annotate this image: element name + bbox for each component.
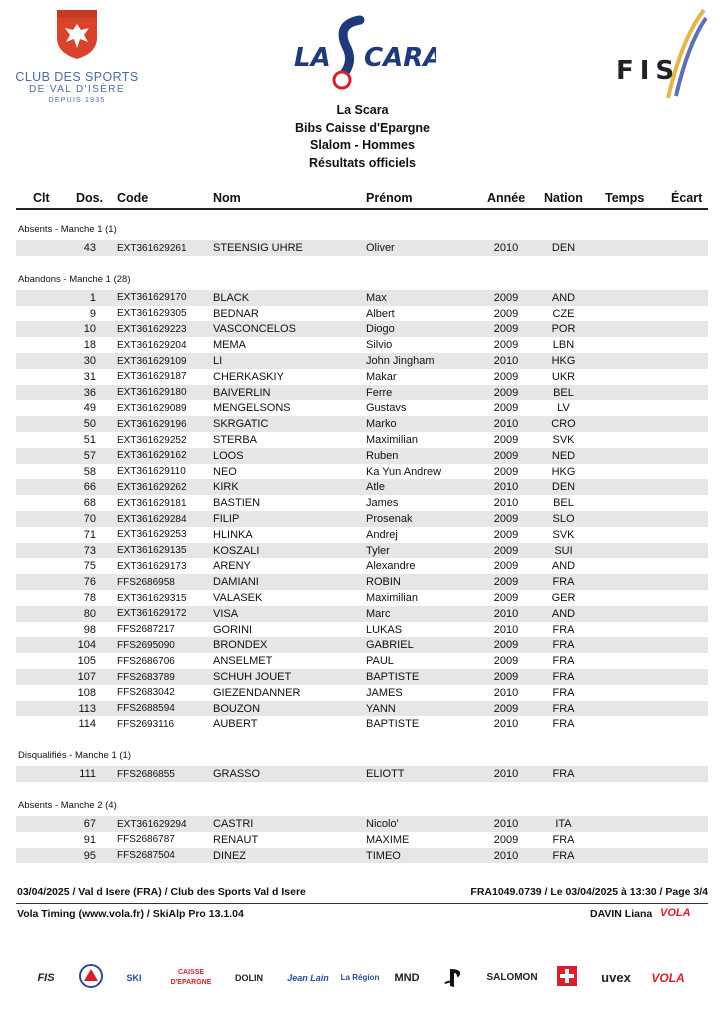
first-name: Andrej: [366, 528, 398, 541]
last-name: GORINI: [213, 623, 253, 636]
nation-code: UKR: [551, 370, 576, 383]
footer-timing: Vola Timing (www.vola.fr) / SkiAlp Pro 13.1.04: [17, 908, 244, 920]
first-name: PAUL: [366, 655, 394, 668]
nation-code: HKG: [551, 355, 576, 367]
table-row: [16, 353, 708, 369]
sponsor-mnd-logo: MND: [394, 972, 420, 984]
competitor-code: EXT361629135: [117, 545, 187, 557]
birth-year: 2009: [493, 434, 519, 446]
table-row: [16, 543, 708, 559]
birth-year: 2009: [493, 307, 519, 320]
last-name: MENGELSONS: [213, 402, 291, 415]
competitor-code: EXT361629110: [117, 466, 186, 478]
first-name: TIMEO: [366, 849, 401, 862]
table-row: [16, 701, 708, 717]
birth-year: 2009: [493, 528, 519, 541]
club-logo: [14, 6, 140, 106]
last-name: DINEZ: [213, 849, 246, 862]
col-nom: Nom: [213, 191, 241, 205]
nation-code: FRA: [552, 671, 575, 683]
club-year: DEPUIS 1935: [48, 97, 106, 104]
birth-year: 2009: [493, 655, 519, 668]
last-name: BEDNAR: [213, 307, 259, 320]
col-prenom: Prénom: [366, 191, 413, 205]
table-row: [16, 448, 708, 464]
nation-code: LBN: [552, 339, 575, 352]
birth-year: 2009: [493, 323, 519, 336]
sponsor-bar: [20, 958, 710, 998]
first-name: Gustavs: [366, 402, 407, 415]
bib-number: 98: [83, 623, 96, 636]
table-row: [16, 495, 708, 511]
first-name: James: [366, 497, 399, 510]
bib-number: 49: [83, 402, 96, 415]
playstation-icon: [441, 966, 465, 990]
bib-number: 113: [78, 702, 96, 715]
last-name: KIRK: [213, 481, 239, 494]
competitor-code: FFS2688594: [117, 703, 175, 715]
competitor-code: EXT361629262: [117, 481, 187, 493]
birth-year: 2010: [493, 768, 519, 781]
savoie-cross-icon: [556, 965, 578, 991]
bib-number: 30: [83, 355, 96, 367]
nation-code: CZE: [552, 307, 575, 320]
bib-number: 67: [83, 818, 96, 830]
competitor-code: EXT361629089: [117, 402, 187, 414]
nation-code: FRA: [552, 639, 575, 652]
last-name: SKRGATIC: [213, 418, 269, 431]
competitor-code: FFS2686855: [117, 768, 175, 780]
svg-text:LA: LA: [294, 43, 331, 73]
birth-year: 2009: [493, 449, 519, 462]
table-row: [16, 479, 708, 495]
first-name: ELIOTT: [366, 768, 405, 781]
table-row: [16, 766, 708, 782]
last-name: MEMA: [213, 339, 246, 352]
table-row: [16, 590, 708, 606]
nation-code: BEL: [553, 386, 574, 399]
fis-logo: [612, 8, 708, 100]
first-name: Albert: [366, 307, 395, 320]
competitor-code: EXT361629252: [117, 434, 187, 446]
sponsor-playstation-logo: [438, 958, 468, 998]
first-name: ROBIN: [366, 576, 401, 589]
birth-year: 2010: [493, 418, 519, 431]
last-name: KOSZALI: [213, 544, 260, 557]
table-row: [16, 290, 708, 306]
col-dos: Dos.: [76, 191, 104, 205]
table-row: [16, 622, 708, 638]
first-name: Maximilian: [366, 592, 418, 604]
competitor-code: EXT361629204: [117, 339, 187, 351]
nation-code: FRA: [552, 849, 575, 862]
last-name: STEENSIG UHRE: [213, 242, 303, 254]
fis-swoosh-icon: [612, 8, 708, 100]
bib-number: 114: [78, 718, 96, 731]
bib-number: 66: [83, 481, 96, 494]
first-name: Prosenak: [366, 513, 413, 525]
header-divider: [16, 208, 708, 210]
competitor-code: FFS2695090: [117, 639, 175, 651]
first-name: John Jingham: [366, 355, 435, 367]
competitor-code: EXT361629294: [117, 818, 187, 830]
last-name: VASCONCELOS: [213, 323, 296, 336]
nation-code: BEL: [553, 497, 574, 510]
competitor-code: EXT361629305: [117, 308, 187, 320]
birth-year: 2009: [493, 402, 519, 415]
last-name: BRONDEX: [213, 639, 268, 652]
birth-year: 2009: [493, 639, 519, 652]
nation-code: FRA: [552, 686, 575, 699]
section-label: Absents - Manche 2 (4): [18, 800, 117, 811]
nation-code: DEN: [551, 481, 576, 494]
bib-number: 58: [83, 465, 96, 478]
birth-year: 2010: [493, 818, 519, 830]
nation-code: GER: [551, 592, 576, 604]
bib-number: 9: [89, 307, 96, 320]
competitor-code: FFS2686787: [117, 834, 175, 846]
birth-year: 2009: [493, 833, 519, 846]
table-row: [16, 653, 708, 669]
competitor-code: EXT361629196: [117, 418, 187, 430]
last-name: VISA: [213, 607, 239, 620]
footer-divider: [16, 903, 708, 904]
bib-number: 78: [83, 592, 96, 604]
first-name: Marc: [366, 607, 391, 620]
competitor-code: EXT361629315: [117, 592, 187, 604]
birth-year: 2010: [493, 607, 519, 620]
title-line-3: Slalom - Hommes: [310, 138, 415, 152]
section-label: Disqualifiés - Manche 1 (1): [18, 750, 131, 762]
table-row: [16, 669, 708, 685]
la-scara-logo: [290, 8, 436, 96]
bib-number: 71: [83, 528, 96, 541]
last-name: FILIP: [213, 513, 240, 525]
last-name: ANSELMET: [213, 655, 273, 668]
table-row: [16, 385, 708, 401]
footer-operator: DAVIN Liana: [590, 908, 653, 920]
last-name: NEO: [213, 465, 237, 478]
competitor-code: FFS2686706: [117, 655, 175, 667]
nation-code: SVK: [552, 434, 575, 446]
bib-number: 91: [83, 833, 96, 846]
last-name: HLINKA: [213, 528, 253, 541]
birth-year: 2010: [493, 242, 519, 254]
first-name: Silvio: [366, 339, 393, 352]
first-name: Maximilian: [366, 434, 418, 446]
table-row: [16, 400, 708, 416]
sponsor-savoie-logo: [552, 958, 582, 998]
competitor-code: EXT361629173: [117, 560, 187, 572]
table-row: [16, 306, 708, 322]
sponsor-dolin-logo: DOLIN: [235, 973, 263, 983]
bib-number: 107: [77, 671, 96, 683]
last-name: AUBERT: [213, 718, 258, 731]
shield-icon: [54, 8, 100, 60]
bib-number: 95: [83, 849, 96, 862]
first-name: LUKAS: [366, 623, 403, 636]
table-row: [16, 511, 708, 527]
bib-number: 43: [83, 242, 96, 254]
table-row: [16, 464, 708, 480]
bib-number: 73: [83, 544, 96, 557]
table-row: [16, 637, 708, 653]
last-name: ARENY: [213, 560, 251, 573]
table-row: [16, 416, 708, 432]
nation-code: AND: [551, 560, 576, 573]
la-scara-logo-icon: [290, 8, 436, 96]
title-line-4: Résultats officiels: [309, 155, 416, 170]
first-name: Max: [366, 291, 387, 304]
table-row: [16, 606, 708, 622]
birth-year: 2009: [493, 671, 519, 683]
footer-page-info: FRA1049.0739 / Le 03/04/2025 à 13:30 / Page 3/4: [470, 886, 708, 898]
sponsor-federation-logo: [76, 958, 106, 998]
sponsor-jean-lain-logo: Jean Lain: [287, 973, 329, 983]
document-title: [0, 102, 725, 172]
col-clt: Clt: [33, 191, 50, 205]
sponsor-caisse-epargne-logo: CAISSE D'EPARGNE: [170, 969, 212, 986]
birth-year: 2009: [493, 465, 519, 478]
nation-code: SUI: [554, 544, 573, 557]
last-name: STERBA: [213, 434, 258, 446]
last-name: CHERKASKIY: [213, 370, 284, 383]
first-name: Makar: [366, 370, 397, 383]
footer-event-info: 03/04/2025 / Val d Isere (FRA) / Club des Sports Val d Isere: [17, 886, 306, 898]
bib-number: 1: [89, 291, 96, 304]
table-row: [16, 337, 708, 353]
competitor-code: EXT361629261: [117, 242, 187, 254]
competitor-code: EXT361629181: [117, 497, 187, 509]
birth-year: 2010: [493, 686, 519, 699]
table-row: [16, 558, 708, 574]
birth-year: 2009: [493, 513, 519, 525]
sponsor-vola-logo: VOLA: [651, 971, 685, 985]
first-name: Diogo: [366, 323, 395, 336]
table-row: [16, 321, 708, 337]
table-row: [16, 685, 708, 701]
birth-year: 2010: [493, 718, 519, 731]
nation-code: DEN: [551, 242, 576, 254]
nation-code: FRA: [552, 833, 575, 846]
birth-year: 2009: [493, 386, 519, 399]
sponsor-ski-logo: SKI: [126, 973, 142, 983]
svg-text:CARA: CARA: [364, 43, 436, 73]
sponsor-fis-logo: FIS: [37, 972, 55, 984]
nation-code: CRO: [551, 418, 576, 431]
competitor-code: EXT361629172: [117, 608, 187, 620]
table-row: [16, 527, 708, 543]
birth-year: 2009: [493, 576, 519, 589]
col-code: Code: [117, 191, 149, 205]
last-name: LOOS: [213, 449, 244, 462]
first-name: Oliver: [366, 242, 395, 254]
first-name: Ferre: [366, 386, 393, 399]
bib-number: 105: [77, 655, 96, 668]
table-row: [16, 848, 708, 864]
competitor-code: FFS2683042: [117, 687, 175, 699]
nation-code: FRA: [552, 718, 575, 731]
first-name: Alexandre: [366, 560, 416, 573]
fis-text: FIS: [616, 56, 681, 86]
last-name: GIEZENDANNER: [213, 686, 301, 699]
competitor-code: FFS2683789: [117, 671, 175, 683]
last-name: BAIVERLIN: [213, 386, 271, 399]
nation-code: FRA: [552, 623, 575, 636]
bib-number: 75: [83, 560, 96, 573]
vola-mini-logo: VOLA: [660, 907, 691, 919]
first-name: YANN: [366, 702, 396, 715]
last-name: RENAUT: [213, 833, 259, 846]
bib-number: 68: [83, 497, 96, 510]
nation-code: FRA: [552, 655, 575, 668]
nation-code: LV: [557, 402, 570, 415]
birth-year: 2009: [493, 370, 519, 383]
competitor-code: FFS2693116: [117, 718, 175, 730]
last-name: VALASEK: [213, 592, 263, 604]
nation-code: POR: [551, 323, 576, 336]
nation-code: FRA: [552, 702, 575, 715]
nation-code: AND: [551, 607, 576, 620]
first-name: Marko: [366, 418, 397, 431]
birth-year: 2009: [493, 702, 519, 715]
table-row: [16, 832, 708, 848]
table-row: [16, 432, 708, 448]
bib-number: 76: [83, 576, 96, 589]
competitor-code: EXT361629223: [117, 323, 187, 335]
bib-number: 104: [77, 639, 96, 652]
last-name: BOUZON: [213, 702, 261, 715]
first-name: MAXIME: [366, 833, 410, 846]
club-subtitle: DE VAL D'ISÈRE: [29, 84, 125, 95]
birth-year: 2010: [493, 849, 519, 862]
competitor-code: EXT361629180: [117, 387, 187, 399]
nation-code: SVK: [552, 528, 575, 541]
last-name: LI: [213, 355, 223, 367]
first-name: Ka Yun Andrew: [366, 465, 442, 478]
bib-number: 70: [83, 513, 96, 525]
table-row: [16, 240, 708, 256]
first-name: Nicolo': [366, 818, 399, 830]
last-name: GRASSO: [213, 768, 261, 781]
last-name: DAMIANI: [213, 576, 259, 589]
bib-number: 36: [83, 386, 96, 399]
federation-icon: [78, 963, 104, 993]
col-annee: Année: [487, 191, 526, 205]
competitor-code: FFS2686958: [117, 576, 175, 588]
col-nation: Nation: [544, 191, 583, 205]
nation-code: NED: [551, 449, 576, 462]
competitor-code: FFS2687217: [117, 624, 175, 636]
birth-year: 2009: [493, 291, 519, 304]
table-row: [16, 716, 708, 732]
first-name: GABRIEL: [366, 639, 414, 652]
last-name: BLACK: [213, 291, 250, 304]
sponsor-region-logo: La Région: [340, 973, 380, 982]
bib-number: 80: [83, 607, 96, 620]
nation-code: HKG: [551, 465, 576, 478]
col-ecart: Écart: [671, 191, 703, 205]
section-label: Abandons - Manche 1 (28): [18, 273, 131, 285]
table-row: [16, 574, 708, 590]
last-name: CASTRI: [213, 818, 254, 830]
bib-number: 18: [83, 339, 96, 352]
birth-year: 2010: [493, 623, 519, 636]
birth-year: 2009: [493, 592, 519, 604]
col-temps: Temps: [605, 191, 645, 205]
bib-number: 108: [77, 686, 96, 699]
first-name: Atle: [366, 481, 385, 494]
first-name: BAPTISTE: [366, 718, 420, 731]
bib-number: 51: [83, 434, 96, 446]
competitor-code: EXT361629170: [117, 292, 187, 304]
first-name: Ruben: [366, 449, 399, 462]
nation-code: SLO: [552, 513, 575, 525]
last-name: BASTIEN: [213, 497, 261, 510]
nation-code: AND: [551, 291, 576, 304]
table-row: [16, 816, 708, 832]
last-name: SCHUH JOUET: [213, 671, 292, 683]
sponsor-salomon-logo: SALOMON: [486, 972, 538, 983]
first-name: Tyler: [366, 544, 390, 557]
first-name: BAPTISTE: [366, 671, 420, 683]
title-line-2: Bibs Caisse d'Epargne: [295, 120, 430, 135]
bib-number: 57: [83, 449, 96, 462]
birth-year: 2010: [493, 497, 519, 510]
nation-code: FRA: [552, 576, 575, 589]
table-row: [16, 369, 708, 385]
competitor-code: FFS2687504: [117, 850, 175, 862]
bib-number: 50: [83, 418, 96, 431]
birth-year: 2010: [493, 481, 519, 494]
title-line-1: La Scara: [336, 103, 389, 117]
section-label: Absents - Manche 1 (1): [18, 224, 117, 235]
first-name: JAMES: [366, 686, 403, 699]
bib-number: 10: [83, 323, 96, 336]
birth-year: 2010: [493, 355, 519, 367]
sponsor-uvex-logo: uvex: [601, 970, 631, 985]
birth-year: 2009: [493, 544, 519, 557]
competitor-code: EXT361629187: [117, 371, 187, 383]
competitor-code: EXT361629162: [117, 450, 187, 462]
birth-year: 2009: [493, 560, 519, 573]
nation-code: ITA: [555, 818, 572, 830]
birth-year: 2009: [493, 339, 519, 352]
nation-code: FRA: [552, 768, 575, 781]
competitor-code: EXT361629253: [117, 529, 187, 541]
competitor-code: EXT361629109: [117, 355, 187, 367]
competitor-code: EXT361629284: [117, 513, 187, 525]
bib-number: 31: [83, 370, 96, 383]
club-name: CLUB DES SPORTS: [15, 70, 139, 84]
bib-number: 111: [79, 768, 96, 781]
